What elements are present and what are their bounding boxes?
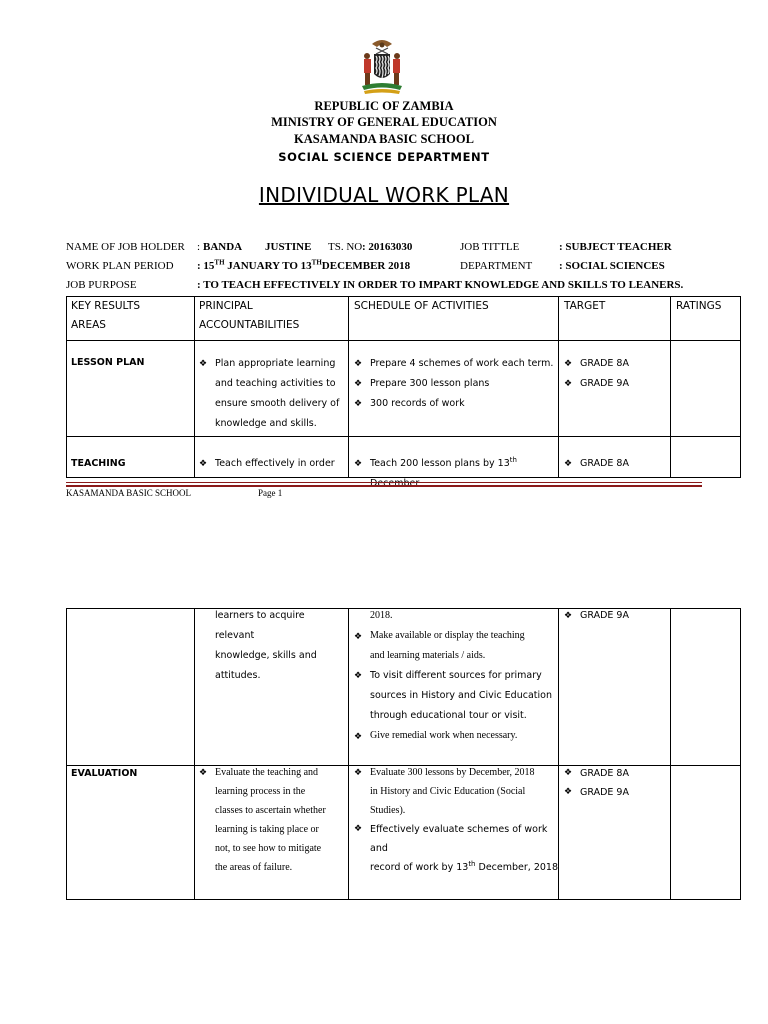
footer-rule-thick bbox=[66, 485, 702, 487]
footer-school-name: KASAMANDA BASIC SCHOOL bbox=[66, 488, 192, 498]
ts-number: : 20163030 bbox=[362, 241, 413, 253]
evaluation-targets: ❖ GRADE 8A ❖ GRADE 9A bbox=[564, 764, 629, 802]
coat-of-arms-emblem bbox=[354, 36, 410, 96]
ts-label: TS. NO bbox=[328, 241, 363, 253]
footer-rule-thin bbox=[66, 482, 702, 483]
department-heading: SOCIAL SCIENCE DEPARTMENT bbox=[278, 150, 490, 164]
teaching-activity-part1: ❖ Teach 200 lesson plans by 13th December bbox=[354, 454, 559, 494]
school-heading: KASAMANDA BASIC SCHOOL bbox=[294, 132, 474, 146]
teaching-accountability-part2: learners to acquire relevant knowledge, skills and attitudes. bbox=[215, 610, 317, 681]
teaching-activities-part2: 2018. ❖ Make available or display the teaching and learning materials / aids. ❖ To visit different sources for primary sources in History and Civic Education through educational tour or visit. ❖ Give remedial work when necessary. bbox=[354, 606, 559, 746]
row-lesson-plan-label: LESSON PLAN bbox=[71, 357, 145, 368]
teaching-accountability-part1: ❖ Teach effectively in order bbox=[199, 454, 344, 474]
header-target: TARGET bbox=[564, 300, 606, 312]
job-title-value: : SUBJECT TEACHER bbox=[559, 241, 672, 253]
evaluation-activities: ❖ Evaluate 300 lessons by December, 2018 in History and Civic Education (Social Studies). ❖ Effectively evaluate schemes of work and record of work by 13th December, 2018 bbox=[354, 763, 559, 877]
holder-first-name: BANDA bbox=[203, 241, 243, 253]
department-value: : SOCIAL SCIENCES bbox=[559, 260, 665, 272]
header-schedule: SCHEDULE OF ACTIVITIES bbox=[354, 300, 489, 312]
republic-heading: REPUBLIC OF ZAMBIA bbox=[314, 99, 454, 113]
header-key-results: KEY RESULTS AREAS bbox=[71, 300, 141, 331]
lesson-plan-activities: ❖ Prepare 4 schemes of work each term. ❖ Prepare 300 lesson plans ❖ 300 records of work bbox=[354, 354, 559, 414]
purpose-value: : TO TEACH EFFECTIVELY IN ORDER TO IMPART KNOWLEDGE AND SKILLS TO LEANERS. bbox=[197, 279, 684, 291]
purpose-label: JOB PURPOSE bbox=[66, 279, 137, 291]
row-evaluation-label: EVALUATION bbox=[71, 768, 138, 779]
teaching-target-part2: ❖ GRADE 9A bbox=[564, 606, 629, 626]
page-title: INDIVIDUAL WORK PLAN bbox=[258, 183, 510, 207]
job-title-label: JOB TITTLE bbox=[460, 241, 520, 253]
period-value: : 15TH JANUARY TO 13THDECEMBER 2018 bbox=[197, 258, 411, 272]
work-plan-table-page1 bbox=[66, 296, 741, 489]
header-ratings: RATINGS bbox=[676, 300, 722, 312]
holder-label: NAME OF JOB HOLDER bbox=[66, 241, 185, 253]
holder-last-name: JUSTINE bbox=[265, 241, 312, 253]
department-label: DEPARTMENT bbox=[460, 260, 533, 272]
evaluation-accountability: ❖ Evaluate the teaching and learning process in the classes to ascertain whether learning is taking place or not, to see how to mitigate the areas of failure. bbox=[199, 763, 344, 877]
lesson-plan-targets: ❖ GRADE 8A ❖ GRADE 9A bbox=[564, 354, 629, 394]
lesson-plan-accountability: ❖ Plan appropriate learning and teaching activities to ensure smooth delivery of knowledge and skills. bbox=[199, 354, 344, 434]
footer-page-number: Page 1 bbox=[258, 488, 283, 498]
holder-colon: : bbox=[197, 241, 201, 253]
header-principal-accountabilities: PRINCIPAL ACCOUNTABILITIES bbox=[199, 300, 300, 331]
ministry-heading: MINISTRY OF GENERAL EDUCATION bbox=[271, 115, 497, 129]
work-plan-table-page2 bbox=[66, 608, 741, 900]
teaching-target-part1: ❖ GRADE 8A bbox=[564, 454, 629, 474]
period-label: WORK PLAN PERIOD bbox=[66, 260, 174, 272]
row-teaching-label: TEACHING bbox=[71, 458, 126, 469]
